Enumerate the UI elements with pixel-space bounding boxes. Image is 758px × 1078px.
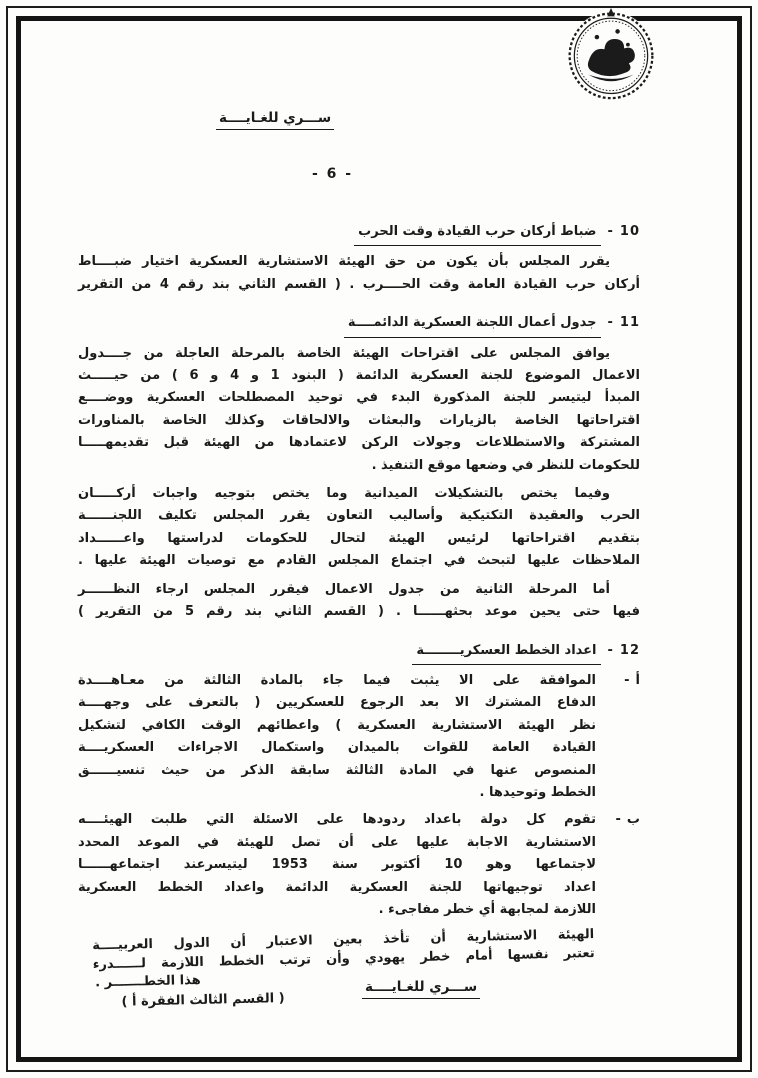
subitem-letter: أ xyxy=(635,672,640,688)
section-11-heading xyxy=(78,312,640,337)
seal-icon xyxy=(564,5,658,103)
text-line: الدفاع المشترك الا بعد الرجوع للعسكريين ( بالتعرف على وجهــــة xyxy=(78,695,596,711)
text-line: الخطط وتوحيدها . xyxy=(479,784,596,800)
text-line: يوافق المجلس على اقتراحات الهيئة الخاصة بالمرحلة العاجلة من جــــدول xyxy=(78,345,610,361)
text-line: وفيما يختص بالتشكيلات الميدانية وما يختص بتوجيه واجبات أركـــــان xyxy=(78,486,610,502)
dash-separator: - xyxy=(624,672,630,688)
text-line: تقوم كل دولة باعداد ردودها على الاسئلة التي طلبت الهيئــــه xyxy=(78,812,596,828)
dash-separator: - xyxy=(615,812,621,828)
page-number: - 6 - xyxy=(312,166,354,182)
section-11-title: جدول أعمال اللجنة العسكرية الدائمــــة xyxy=(344,312,601,337)
subitem-b-label xyxy=(604,809,640,921)
text-line: الموافقة على الا يثبت فيما جاء بالمادة الثالثة من معـاهــــدة xyxy=(78,672,596,688)
text-line: يقرر المجلس بأن يكون من حق الهيئة الاستشارية العسكرية اختيار ضبــــاط xyxy=(78,254,610,270)
text-line: بتقديم اقتراحاتها لرئيس الهيئة لتحال للحكومات لدراستها واعــــــداد xyxy=(78,530,640,546)
paragraph xyxy=(78,251,640,296)
text-line: اعداد توجيهاتها للجنة العسكرية الدائمة واعداد الخطط العسكرية xyxy=(78,879,596,895)
text-line: تعتبر نفسها أمام خطر يهودي وأن ترتب الخطط اللازمة لــــــدرء xyxy=(92,945,595,973)
text-line: أركان حرب القيادة العامة وقت الحــــرب . ( القسم الثاني بند رقم 4 من التقرير xyxy=(78,276,641,292)
text-line: اللازمة لمجابهة أي خطر مفاجىء . xyxy=(378,901,596,917)
classification-top: ســـري للغـايــــة xyxy=(216,110,334,130)
section-10-title: ضباط أركان حرب القيادة وقت الحرب xyxy=(354,221,600,246)
text-line: اقتراحاتها الخاصة بالزيارات والبعثات والالحاقات وكذلك الخاصة بالمناورات xyxy=(78,412,640,428)
subitem-letter: ب xyxy=(626,812,640,828)
subitem-a-label xyxy=(604,670,640,804)
section-10-heading xyxy=(78,221,640,246)
section-11 xyxy=(78,312,640,623)
dash-separator: - xyxy=(607,642,613,658)
subitem-a xyxy=(78,670,640,804)
paragraph xyxy=(78,483,640,573)
closing-note xyxy=(92,926,596,1012)
text-line: أما المرحلة الثانية من جدول الاعمال فيقرر المجلس ارجاء النظــــــر xyxy=(78,581,610,597)
text-line: نظر الهيئة الاستشارية العسكرية ) واعطائهم الوقت الكافي لتشكيل xyxy=(78,717,596,733)
dash-separator: - xyxy=(607,315,613,331)
section-12-heading xyxy=(78,640,640,665)
text-line: الحرب والعقيدة التكتيكية وأساليب التعاون يقرر المجلس تكليف اللجنــــــة xyxy=(78,508,640,524)
section-reference: ( القسم الثالث الفقرة أ ) xyxy=(121,990,285,1010)
text-line: المبدأ ليتيسر للجنة المذكورة البدء في توحيد المصطلحات العسكرية ووضــــع xyxy=(78,390,640,406)
text-line: فيها حتى يحين موعد بحثهــــــا . ( القسم الثاني بند رقم 5 من التقرير ) xyxy=(78,604,640,620)
text-line: القيادة العامة للقوات بالميدان واستكمال الاجراءات العسكريــــة xyxy=(78,740,596,756)
text-line: الاعمال الموضوع للجنة العسكرية الدائمة ( البنود 1 و 4 و 6 ) من حيـــــث xyxy=(78,368,641,384)
text-line: الملاحظات عليها لتبحث في اجتماع المجلس القادم مع توصيات الهيئة عليها . xyxy=(78,553,640,569)
section-10-number: 10 xyxy=(619,224,640,239)
dash-separator: - xyxy=(607,224,613,239)
text-line: لاجتماعها وهو 10 أكتوبر سنة 1953 ليتيسرعند اجتماعهــــــا xyxy=(78,857,597,873)
subitem-b xyxy=(78,809,640,921)
text-line: هذا الخطـــــــر . xyxy=(94,973,201,991)
text-line: الهيئة الاستشارية أن تأخذ بعين الاعتبار أن الدول العربيــــة xyxy=(92,927,595,954)
section-11-number: 11 xyxy=(619,315,640,331)
section-10 xyxy=(78,221,640,296)
text-line: المشتركة والاستطلاعات وجولات الركن لاعتمادها من الهيئة قبل تقديمهـــــا xyxy=(78,435,640,451)
arab-league-emblem xyxy=(564,5,658,103)
text-line: الاستشارية الاجابة عليها على أن تصل للهيئة في الموعد المحدد xyxy=(78,834,596,850)
document-body xyxy=(78,221,641,1010)
subitem-b-text xyxy=(78,809,596,921)
paragraph xyxy=(78,343,640,477)
section-12 xyxy=(78,640,640,1010)
subitem-a-text xyxy=(78,670,596,804)
text-line: للحكومات للنظر في وضعها موقع التنفيذ . xyxy=(371,457,640,473)
classification-bottom: ســـري للغـايــــة xyxy=(362,979,480,999)
section-12-number: 12 xyxy=(619,642,640,658)
section-12-title: اعداد الخطط العسكريــــــــة xyxy=(412,640,600,665)
text-line: المنصوص عنها في المادة الثالثة سابقة الذكر من حيث تنسيــــــق xyxy=(78,762,596,778)
paragraph xyxy=(78,579,640,624)
